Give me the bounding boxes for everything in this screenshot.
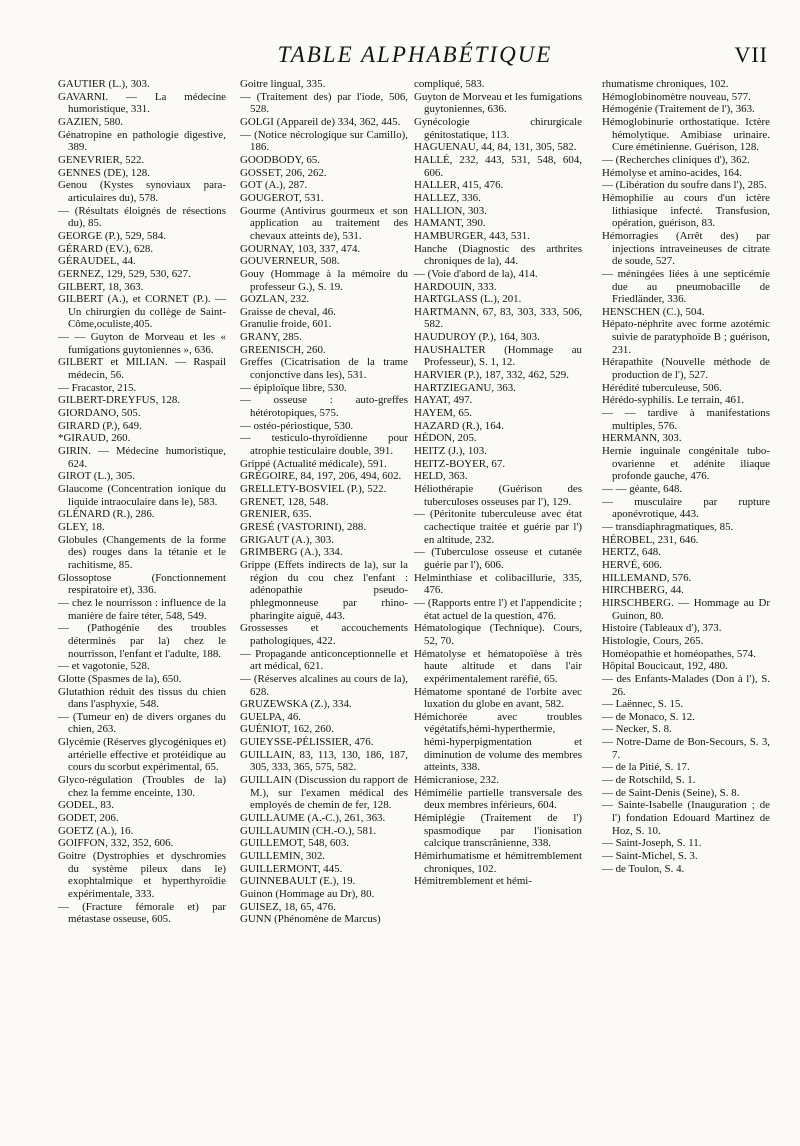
index-entry: — de la Pitié, S. 17. [602,761,690,774]
index-entry: Hémimélie partielle transversale des deux membres inférieurs, 604. [414,786,582,812]
index-entry: GRIGAUT (A.), 303. [240,533,334,546]
index-entry: GUISEZ, 18, 65, 476. [240,900,336,913]
index-entry: GIORDANO, 505. [58,407,141,420]
index-entry: HERMANN, 303. [602,432,682,445]
index-entry: — de Saint-Denis (Seine), S. 8. [602,786,740,799]
index-column-3 [414,78,582,888]
index-entry: GOUVERNEUR, 508. [240,255,340,268]
index-entry: HILLEMAND, 576. [602,571,692,584]
index-entry: Hémoglobinurie orthostatique. Ictère hémolytique. Amibiase urinaire. Cure émétinienne. Guérison, 128. [602,115,770,154]
index-entry: — (Péritonite tuberculeuse avec état cachectique traitée et guérie par l') en altitude, 232. [414,508,582,546]
index-entry: — (Libération du soufre dans l'), 285. [602,179,767,192]
index-entry: — de Monaco, S. 12. [602,710,695,723]
index-entry: — de Toulon, S. 4. [602,862,685,875]
index-entry: — des Enfants-Malades (Don à l'), S. 26. [602,672,770,698]
index-entry: Hématologique (Technique). Cours, 52, 70. [414,622,582,647]
index-entry: — (Tumeur en) de divers organes du chien, 263. [58,710,226,736]
index-entry: — (Tuberculose osseuse et cutanée guérie par l'), 606. [414,546,582,571]
index-entry: Glycémie (Réserves glycogéniques et) artérielle effective et protéidique au cours du scorbut expérimental, 65. [58,736,226,774]
index-entry: — osseuse : auto-greffes hétérotopiques, 575. [240,394,408,420]
index-entry: GRUZEWSKA (Z.), 334. [240,698,352,711]
index-entry: — épiploïque libre, 530. [240,381,347,394]
index-entry: GOT (A.), 287. [240,179,308,192]
index-entry: HERTZ, 648. [602,546,661,559]
index-entry: GUELPA, 46. [240,710,302,723]
index-entry: GILBERT, 18, 363. [58,280,144,293]
index-entry: GILBERT (A.), et CORNET (P.). — Un chirurgien du collège de Saint-Côme,oculiste,405. [58,293,226,331]
index-entry: GOIFFON, 332, 352, 606. [58,837,174,850]
index-entry: HARDOUIN, 333. [414,280,497,293]
index-entry: GIROT (L.), 305. [58,470,135,483]
index-entry: Histologie, Cours, 265. [602,634,704,647]
index-entry: HAYEM, 65. [414,407,472,420]
index-entry: GÉRARD (EV.), 628. [58,242,154,255]
index-entry: Goitre (Dystrophies et dyschromies du système pileux dans le) exophtalmique et hyperthyroïdie expérimentale, 333. [58,850,226,900]
index-entry: HIRCHBERG, 44. [602,584,684,597]
index-entry: — de Rotschild, S. 1. [602,774,696,787]
index-entry: Hémitremblement et hémi- [414,875,532,888]
index-entry: Goitre lingual, 335. [240,78,326,90]
index-entry: Graisse de cheval, 46. [240,305,336,318]
index-column-4 [602,78,770,875]
index-entry: *GIRAUD, 260. [58,432,131,445]
index-entry: Hernie inguinale congénitale tubo-ovarienne et adénite iliaque profonde gauche, 476. [602,445,770,483]
index-column-1 [58,78,226,926]
index-entry: Hémiplégie (Traitement de l') spasmodique par l'ionisation calcique transcrânienne, 338. [414,812,582,850]
index-entry: GOZLAN, 232. [240,293,310,306]
index-entry: — Necker, S. 8. [602,723,672,736]
index-entry: GRENIER, 635. [240,508,312,521]
index-entry: Guinon (Hommage au Dr), 80. [240,888,375,900]
index-entry: — ostéo-périostique, 530. [240,419,354,432]
index-entry: Hanche (Diagnostic des arthrites chroniques de la), 44. [414,242,582,268]
index-entry: — (Voie d'abord de la), 414. [414,267,538,280]
index-entry: GREENISCH, 260. [240,343,326,356]
page-title: TABLE ALPHABÉTIQUE [277,42,553,67]
index-entry: GLEY, 18. [58,520,105,533]
index-entry: GIRIN. — Médecine humoristique, 624. [58,445,226,470]
index-entry: — Fracastor, 215. [58,381,137,394]
index-entry: — Propagande anticonceptionnelle et art médical, 621. [240,647,408,673]
index-entry: — Laënnec, S. 15. [602,698,684,711]
index-entry: Glutathion réduit des tissus du chien dans l'asphyxie, 548. [58,685,226,711]
index-entry: Hérédité tuberculeuse, 506. [602,381,722,394]
index-entry: HAMANT, 390. [414,217,486,230]
index-entry: GRENET, 128, 548. [240,495,329,508]
index-entry: — testiculo-thyroïdienne pour atrophie testiculaire double, 391. [240,432,408,458]
index-entry: Hérapathite (Nouvelle méthode de production de l'), 527. [602,356,770,382]
index-entry: Histoire (Tableaux d'), 373. [602,622,722,635]
index-entry: Greffes (Cicatrisation de la trame conjonctive dans les), 531. [240,356,408,382]
index-entry: — (Fracture fémorale et) par métastase osseuse, 605. [58,900,226,926]
index-entry: — (Notice nécrologique sur Camillo), 186. [240,128,408,154]
index-entry: GUILLAUME (A.-C.), 261, 363. [240,812,386,825]
index-entry: HEITZ (J.), 103. [414,445,487,458]
index-entry: HELD, 363. [414,470,468,483]
index-columns [58,78,770,1128]
index-entry: HALLÉ, 232, 443, 531, 548, 604, 606. [414,153,582,179]
index-entry: HEITZ-BOYER, 67. [414,457,506,470]
index-entry: GRÉGOIRE, 84, 197, 206, 494, 602. [240,470,402,483]
index-entry: HERVÉ, 606. [602,558,662,571]
index-entry: Hépato-néphrite avec forme azotémic suivie de paratyphoïde B ; guérison, 231. [602,318,770,356]
index-entry: Hémirhumatisme et hémitremblement chroniques, 102. [414,850,582,875]
index-entry: Hémoglobinomètre nouveau, 577. [602,90,751,103]
index-entry: — Saint-Joseph, S. 11. [602,837,702,850]
index-entry: Genou (Kystes synoviaux para-articulaires du), 578. [58,179,226,204]
index-entry: GUILLAIN, 83, 113, 130, 186, 187, 305, 333, 365, 575, 582. [240,748,408,774]
index-entry: Génatropine en pathologie digestive, 389. [58,128,226,154]
index-entry: GILBERT et MILIAN. — Raspail médecin, 56. [58,356,226,382]
index-entry: GUNN (Phénomène de Marcus) [240,913,381,926]
index-entry: GOLGI (Appareil de) 334, 362, 445. [240,115,401,128]
index-entry: — Saint-Michel, S. 3. [602,850,698,863]
index-entry: HALLEZ, 336. [414,191,481,204]
index-entry: GAUTIER (L.), 303. [58,78,150,90]
index-entry: GENEVRIER, 522. [58,153,145,166]
index-entry: — Notre-Dame de Bon-Secours, S. 3, 7. [602,736,770,761]
index-entry: GAVARNI. — La médecine humoristique, 331. [58,90,226,116]
index-entry: — (Résultats éloignés de résections du), 85. [58,204,226,230]
index-entry: GODEL, 83. [58,799,114,812]
index-entry: GRANY, 285. [240,331,302,344]
index-entry: GOETZ (A.), 16. [58,824,134,837]
index-entry: GILBERT-DREYFUS, 128. [58,394,181,407]
index-entry: GERNEZ, 129, 529, 530, 627. [58,267,191,280]
page-header [62,42,768,72]
index-entry: Grossesses et accouchements pathologiques, 422. [240,622,408,647]
index-entry: GOSSET, 206, 262. [240,166,327,179]
index-column-2 [240,78,408,926]
index-entry: Héliothérapie (Guérison des tuberculoses osseuses par l'), 129. [414,483,582,508]
index-entry: Gynécologie chirurgicale génitostatique, 113. [414,115,582,141]
index-entry: GUILLEMOT, 548, 603. [240,837,349,850]
index-entry: — (Réserves alcalines au cours de la), 628. [240,672,408,698]
index-entry: Hérédo-syphilis. Le terrain, 461. [602,394,745,407]
index-entry: Grippé (Actualité médicale), 591. [240,457,387,470]
index-entry: GOUGEROT, 531. [240,191,324,204]
index-entry: GUINNEBAULT (E.), 19. [240,875,356,888]
index-entry: rhumatisme chroniques, 102. [602,78,729,90]
index-entry: HAYAT, 497. [414,394,473,407]
index-entry: — (Rapports entre l') et l'appendicite ; état actuel de la question, 476. [414,596,582,622]
index-entry: HARTZIEGANU, 363. [414,381,516,394]
index-entry: Grippe (Effets indirects de la), sur la région du cou chez l'enfant : adénopathie pseudo-phlegmonneuse par rhino-pharingite aiguë, 443. [240,558,408,622]
index-entry: HAMBURGER, 443, 531. [414,229,530,242]
index-entry: — — géante, 648. [602,483,683,495]
index-entry: Hôpital Boucicaut, 192, 480. [602,660,728,673]
index-entry: Glotte (Spasmes de la), 650. [58,672,182,685]
index-entry: HALLER, 415, 476. [414,179,504,192]
index-entry: Hématome spontané de l'orbite avec luxation du globe en avant, 582. [414,685,582,711]
index-entry: GRESÉ (VASTORINI), 288. [240,520,367,533]
index-entry: GUILLERMONT, 445. [240,862,343,875]
index-entry: GUIEYSSE-PÉLISSIER, 476. [240,736,374,749]
index-entry: Glaucome (Concentration ionique du liquide intraoculaire dans le), 583. [58,483,226,508]
index-entry: — méningées liées à une septicémie due au pneumobacille de Friedländer, 336. [602,267,770,306]
index-entry: Hémolyse et amino-acides, 164. [602,166,743,179]
index-entry: GUÉNIOT, 162, 260. [240,723,334,736]
index-entry: Glossoptose (Fonctionnement respiratoire et), 336. [58,571,226,597]
index-entry: GENNES (DE), 128. [58,166,150,179]
index-entry: Globules (Changements de la forme des) rouges dans la tétanie et le rachitisme, 85. [58,533,226,571]
index-entry: GUILLEMIN, 302. [240,850,325,863]
index-entry: Helminthiase et colibacillurie, 335, 476. [414,571,582,597]
index-entry: GOURNAY, 103, 337, 474. [240,242,361,255]
index-entry: Glyco-régulation (Troubles de la) chez la femme enceinte, 130. [58,774,226,799]
index-entry: Hématolyse et hématopoïèse à très haute altitude et dans l'air expérimentalement raréfié, 65. [414,647,582,685]
index-entry: Homéopathie et homéopathes, 574. [602,647,756,660]
index-entry: HÉROBEL, 231, 646. [602,533,699,546]
index-entry: GAZIEN, 580. [58,115,124,128]
index-entry: — Sainte-Isabelle (Inauguration ; de l') fondation Edouard Martinez de Hoz, S. 10. [602,799,770,837]
index-entry: — — tardive à manifestations multiples, 576. [602,407,770,432]
index-entry: GUILLAIN (Discussion du rapport de M.), sur l'examen médical des employés de chemin de fer, 128. [240,774,408,812]
index-entry: Gourme (Antivirus gourmeux et son application au traitement des chevaux atteints de), 531. [240,204,408,242]
index-entry: Hémophilie au cours d'un ictère lithiasique infecté. Transfusion, opération, guérison, 83. [602,191,770,230]
index-entry: — (Recherches cliniques d'), 362. [602,153,750,166]
index-entry: HARTGLASS (L.), 201. [414,293,522,306]
index-entry: HIRSCHBERG. — Hommage au Dr Guinon, 80. [602,596,770,622]
index-entry: HÉDON, 205. [414,432,477,445]
index-entry: compliqué, 583. [414,78,485,90]
index-entry: — transdiaphragmatiques, 85. [602,520,734,533]
index-entry: HARTMANN, 67, 83, 303, 333, 506, 582. [414,305,582,331]
index-entry: Hémogénie (Traitement de l'), 363. [602,103,755,116]
index-entry: HAGUENAU, 44, 84, 131, 305, 582. [414,141,577,154]
index-entry: GRELLETY-BOSVIEL (P.), 522. [240,483,387,495]
index-entry: GUILLAUMIN (CH.-O.), 581. [240,824,377,837]
index-entry: — (Pathogénie des troubles déterminés par la) chez le nourrisson, l'enfant et l'adulte, 188. [58,622,226,660]
index-entry: GRIMBERG (A.), 334. [240,546,343,559]
index-entry: HAUDUROY (P.), 164, 303. [414,331,540,344]
index-entry: GÉRAUDEL, 44. [58,255,136,268]
index-entry: Hémorragies (Arrêt des) par injections intraveineuses de citrate de soude, 527. [602,229,770,268]
index-entry: HAZARD (R.), 164. [414,419,504,432]
index-entry: Hémicraniose, 232. [414,774,499,787]
index-entry: HAUSHALTER (Hommage au Professeur), S. 1, 12. [414,343,582,369]
index-entry: GIRARD (P.), 649. [58,419,142,432]
index-entry: Guyton de Morveau et les fumigations guytoniennes, 636. [414,90,582,116]
index-entry: — musculaire par rupture aponévrotique, 443. [602,495,770,521]
index-entry: HALLION, 303. [414,204,487,217]
index-entry: — (Traitement des) par l'iode, 506, 528. [240,90,408,116]
page-number: VII [734,42,768,67]
index-entry: Gouy (Hommage à la mémoire du professeur G.), S. 19. [240,267,408,293]
index-entry: — chez le nourrisson : influence de la manière de faire téter, 548, 549. [58,596,226,622]
index-entry: GOODBODY, 65. [240,153,320,166]
index-entry: GODET, 206. [58,812,119,825]
index-entry: Hémichorée avec troubles végétatifs,hémi-hyperthermie, hémi-hyperpigmentation et diminution de volume des membres atteints, 338. [414,710,582,774]
index-entry: GEORGE (P.), 529, 584. [58,229,166,242]
index-entry: — et vagotonie, 528. [58,660,150,673]
index-entry: — — Guyton de Morveau et les « fumigations guytoniennes », 636. [58,331,226,356]
index-entry: GLÉNARD (R.), 286. [58,508,155,521]
index-entry: Granulie froide, 601. [240,318,332,331]
index-entry: HARVIER (P.), 187, 332, 462, 529. [414,369,569,382]
index-entry: HENSCHEN (C.), 504. [602,305,705,318]
